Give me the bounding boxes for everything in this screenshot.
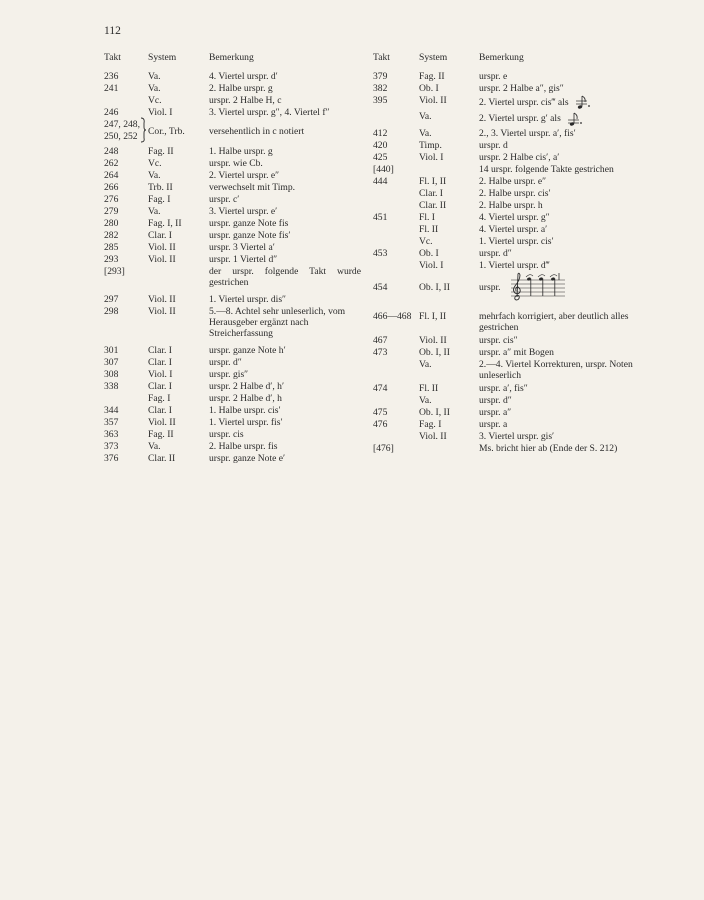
table-row: 467 Viol. II urspr. cis″ xyxy=(373,335,518,346)
page-number: 112 xyxy=(104,25,121,37)
table-row: 451 Fl. I 4. Viertel urspr. g″ xyxy=(373,212,550,223)
header-takt: Takt xyxy=(104,52,121,63)
table-row: Viol. I 1. Viertel urspr. d‴ xyxy=(419,260,550,271)
table-row: Fag. I urspr. 2 Halbe d′, h xyxy=(148,393,282,404)
table-row: 474 Fl. II urspr. a′, fis″ xyxy=(373,383,528,394)
table-row: Clar. II 2. Halbe urspr. h xyxy=(419,200,543,211)
table-row: 338 Clar. I urspr. 2 Halbe d′, h′ xyxy=(104,381,285,392)
table-row: 373 Va. 2. Halbe urspr. fis xyxy=(104,441,278,452)
table-row: 454 Ob. I, II urspr. xyxy=(373,282,673,311)
header-bemerkung: Bemerkung xyxy=(209,52,254,63)
table-row: 382 Ob. I urspr. 2 Halbe a″, gis″ xyxy=(373,83,564,94)
header-system: System xyxy=(148,52,177,63)
table-row: Vc. 1. Viertel urspr. cis′ xyxy=(419,236,554,247)
table-row: 276 Fag. I urspr. c′ xyxy=(104,194,240,205)
table-row: 264 Va. 2. Viertel urspr. e″ xyxy=(104,170,280,181)
table-row: 246 Viol. I 3. Viertel urspr. g″, 4. Viertel f″ xyxy=(104,107,330,118)
table-left xyxy=(104,52,364,465)
table-row: 280 Fag. I, II urspr. ganze Note fis xyxy=(104,218,289,229)
table-row: 473 Ob. I, II urspr. a″ mit Bogen xyxy=(373,347,554,358)
table-row: Vc. urspr. 2 Halbe H, c xyxy=(148,95,282,106)
table-row: 248 Fag. II 1. Halbe urspr. g xyxy=(104,146,273,157)
table-row: 262 Vc. urspr. wie Cb. xyxy=(104,158,263,169)
table-row: 301 Clar. I urspr. ganze Note h′ xyxy=(104,345,286,356)
table-row: Clar. I 2. Halbe urspr. cis′ xyxy=(419,188,551,199)
table-row: 297 Viol. II 1. Viertel urspr. dis″ xyxy=(104,294,287,305)
table-row: 420 Timp. urspr. d xyxy=(373,140,508,151)
table-row: 444 Fl. I, II 2. Halbe urspr. e″ xyxy=(373,176,547,187)
table-row: 363 Fag. II urspr. cis xyxy=(104,429,244,440)
table-row: 298 Viol. II 5.—8. Achtel sehr unleserlich, vom Herausgeber ergänzt nach Streicherfassung xyxy=(104,306,346,340)
header-takt: Takt xyxy=(373,52,390,63)
table-row: 285 Viol. II urspr. 3 Viertel a′ xyxy=(104,242,275,253)
table-row: 453 Ob. I urspr. d″ xyxy=(373,248,512,259)
music-note-icon xyxy=(575,95,591,111)
table-row: Viol. II 3. Viertel urspr. gis′ xyxy=(419,431,555,442)
music-staff-icon xyxy=(509,270,567,304)
table-row: 279 Va. 3. Viertel urspr. e′ xyxy=(104,206,278,217)
table-row: 425 Viol. I urspr. 2 Halbe cis′, a′ xyxy=(373,152,560,163)
table-row: 412 Va. 2., 3. Viertel urspr. a′, fis′ xyxy=(373,128,576,139)
table-row: 247, 248, xyxy=(104,119,140,130)
table-right xyxy=(373,52,673,455)
table-row: 395 Viol. II 2. Viertel urspr. cis‴ als xyxy=(373,95,673,111)
table-row: 236 Va. 4. Viertel urspr. d′ xyxy=(104,71,278,82)
table-row: [293] der urspr. folgende Takt wurde gestrichen xyxy=(104,266,361,289)
table-row: 250, 252 Cor., Trb. versehentlich in c notiert xyxy=(104,131,364,146)
table-row: 293 Viol. II urspr. 1 Viertel d″ xyxy=(104,254,278,265)
table-row: Va. 2.—4. Viertel Korrekturen, urspr. Noten unleserlich xyxy=(419,359,633,382)
table-row: Va. 2. Viertel urspr. g′ als xyxy=(373,111,673,128)
table-row: 241 Va. 2. Halbe urspr. g xyxy=(104,83,273,94)
table-row: Fl. II 4. Viertel urspr. a′ xyxy=(419,224,548,235)
table-row: Va. urspr. d″ xyxy=(419,395,512,406)
table-row: [440] 14 urspr. folgende Takte gestrichen xyxy=(373,164,614,175)
brace-icon xyxy=(139,117,147,143)
table-header xyxy=(373,52,673,65)
table-row: [476] Ms. bricht hier ab (Ende der S. 212) xyxy=(373,443,618,454)
table-row: 357 Viol. II 1. Viertel urspr. fis′ xyxy=(104,417,283,428)
table-row: 466—468 Fl. I, II mehrfach korrigiert, aber deutlich alles gestrichen xyxy=(373,311,629,334)
music-note-icon xyxy=(567,111,583,127)
table-row: 307 Clar. I urspr. d″ xyxy=(104,357,242,368)
table-row: 376 Clar. II urspr. ganze Note e′ xyxy=(104,453,286,464)
table-row: 379 Fag. II urspr. e xyxy=(373,71,508,82)
table-row: 476 Fag. I urspr. a xyxy=(373,419,508,430)
header-bemerkung: Bemerkung xyxy=(479,52,524,63)
table-row: 308 Viol. I urspr. gis″ xyxy=(104,369,249,380)
table-row: 266 Trb. II verwechselt mit Timp. xyxy=(104,182,296,193)
table-row: 475 Ob. I, II urspr. a″ xyxy=(373,407,512,418)
table-row: 282 Clar. I urspr. ganze Note fis′ xyxy=(104,230,291,241)
table-header xyxy=(104,52,364,65)
table-row: 344 Clar. I 1. Halbe urspr. cis′ xyxy=(104,405,281,416)
header-system: System xyxy=(419,52,448,63)
